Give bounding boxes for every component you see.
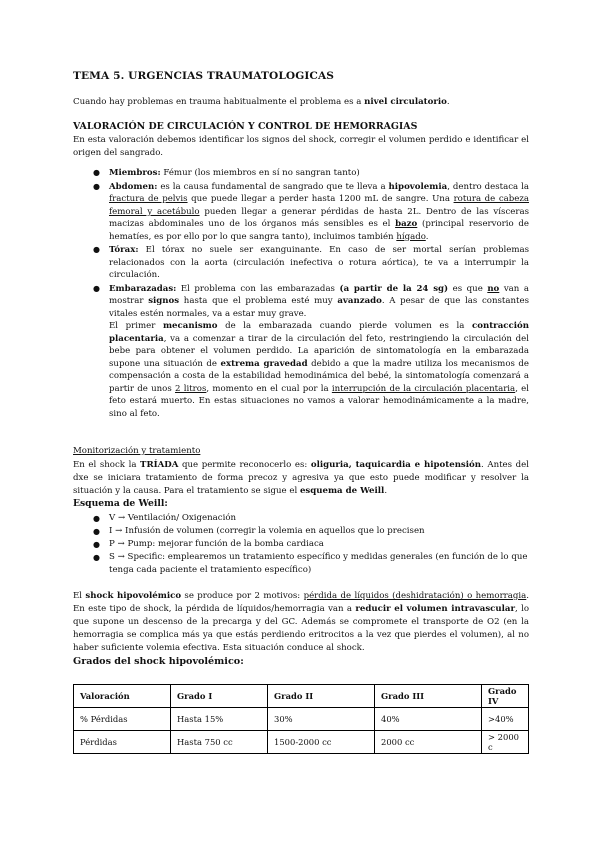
bullet-icon: ● xyxy=(93,181,100,191)
table-cell: 30% xyxy=(268,708,375,731)
table-cell: 40% xyxy=(375,708,482,731)
weill-item xyxy=(91,512,529,525)
para-text: . En este tipo de shock, la pérdida de líquidos/hemorragia van a xyxy=(73,591,530,614)
table-header-row xyxy=(74,685,529,708)
table-header-cell: Valoración xyxy=(74,685,171,708)
intro-paragraph xyxy=(73,96,529,109)
item-text: hasta que el problema esté muy xyxy=(179,296,338,306)
weill-item xyxy=(91,538,529,551)
item-bold: avanzado xyxy=(337,296,382,306)
table-cell: Pérdidas xyxy=(74,731,171,754)
hypovolemic-paragraph xyxy=(73,590,529,655)
para-text: . xyxy=(384,486,388,496)
table-cell: 1500-2000 cc xyxy=(268,731,375,754)
item-label: Abdomen: xyxy=(109,181,158,192)
para-bold: reducir el volumen intravascular xyxy=(355,604,516,614)
table-cell: > 2000 c xyxy=(482,731,529,754)
shock-paragraph xyxy=(73,459,529,498)
table-row xyxy=(74,708,529,731)
item-underline: 2 litros xyxy=(175,383,207,394)
item-underline: hígado xyxy=(396,231,426,242)
table-cell: % Pérdidas xyxy=(74,708,171,731)
item-bold: hipovolemia xyxy=(388,181,448,192)
item-text: que puede llegar a perder hasta 1200 mL de sangre. Una xyxy=(187,194,454,204)
weill-title: Esquema de Weill: xyxy=(73,498,168,509)
bullet-icon: ● xyxy=(93,514,100,523)
para-bold: shock hipovolémico xyxy=(85,591,182,601)
item-underline: fractura de pelvis xyxy=(109,194,188,204)
item-text: El problema con las embarazadas xyxy=(176,283,340,294)
para-text: , lo que supone un descenso de la precarga y del GC. Además se compromete el transporte de O2 (en la hemorragia se complica más ya que estás perdiendo eritrocitos a la vez que pierdes el volumen), al no haber suficiente volemia efectiva. Esta situación conduce al shock. xyxy=(73,604,529,653)
item-bold-underline: bazo xyxy=(395,219,418,229)
bullet-icon: ● xyxy=(93,168,100,177)
item-text: El tórax no suele ser exanguinante. En caso de ser mortal serían problemas relacionados con la aorta (circulación inefectiva o rotura aórtica), te va a interrumpir la circulación. xyxy=(109,245,529,280)
para-bold: esquema de Weill xyxy=(299,486,385,496)
intro-end: . xyxy=(446,97,450,107)
item-text: , el feto estará muerto. En estas situaciones no vamos a valorar hemodinámicamente a la madre, sino al feto. xyxy=(109,383,529,419)
table-cell: Hasta 750 cc xyxy=(171,731,268,754)
item-bold: extrema gravedad xyxy=(220,358,308,369)
para-text: que permite reconocerlo es: xyxy=(178,460,311,470)
para-bold: oliguria, taquicardia e hipotensión xyxy=(310,460,482,470)
weill-item-text: V → Ventilación/ Oxigenación xyxy=(109,513,237,523)
bullet-icon: ● xyxy=(93,283,100,293)
item-text: es la causa fundamental de sangrado que te lleva a xyxy=(157,181,389,192)
list-item-torax xyxy=(91,244,529,282)
table-cell: Hasta 15% xyxy=(171,708,268,731)
weill-item-text: I → Infusión de volumen (corregir la volemia en aquellos que lo precisen xyxy=(109,526,425,536)
item-text: . A pesar de que las constantes vitales estén normales, va a estar muy grave. xyxy=(109,296,529,319)
monitoring-subheading: Monitorización y tratamiento xyxy=(73,446,201,456)
item-text: , dentro destaca la xyxy=(447,181,529,192)
item-label: Tórax: xyxy=(109,245,139,255)
item-text: van a mostrar xyxy=(109,283,529,306)
section-heading: VALORACIÓN DE CIRCULACIÓN Y CONTROL DE HEMORRAGIAS xyxy=(73,121,418,132)
page-title: TEMA 5. URGENCIAS TRAUMATOLOGICAS xyxy=(73,70,335,82)
section-paragraph: En esta valoración debemos identificar los signos del shock, corregir el volumen perdido e identificar el origen del sangrado. xyxy=(73,135,529,158)
item-label: Miembros: xyxy=(109,168,161,178)
weill-item-text: S → Specific: emplearemos un tratamiento específico y medidas generales (en función de lo que tenga cada paciente el tratamiento específico) xyxy=(109,552,528,575)
item-text: Fémur (los miembros en sí no sangran tanto) xyxy=(160,168,360,178)
para-text: El xyxy=(73,591,86,601)
intro-text: Cuando hay problemas en trauma habitualmente el problema es a xyxy=(73,97,365,107)
list-item-miembros xyxy=(91,167,529,180)
weill-item xyxy=(91,551,529,577)
bullet-icon: ● xyxy=(93,245,100,254)
item-text: debido a que la madre utiliza los mecanismos de compensación a costa de la estabilidad hemodinámica del bebé, la sintomatología comenzará a partir de unos xyxy=(109,358,529,394)
item-bold: signos xyxy=(148,296,180,306)
item-bold: contracción placentaria xyxy=(109,321,529,344)
bleeding-sources-list xyxy=(91,167,529,421)
weill-list xyxy=(91,512,529,577)
table-cell: 2000 cc xyxy=(375,731,482,754)
list-item-abdomen xyxy=(91,181,529,244)
table-header-cell: Grado IV xyxy=(482,685,529,708)
table-row xyxy=(74,731,529,754)
item-text: pueden llegar a generar pérdidas de hasta 2L. Dentro de las vísceras macizas abdominales uno de los órganos más sensibles es el xyxy=(109,206,529,229)
item-underline: rotura de cabeza femoral y acetábulo xyxy=(109,194,529,217)
para-bold: TRÍADA xyxy=(140,460,179,470)
item-bold: mecanismo xyxy=(162,321,218,331)
item-text: de la embarazada cuando pierde volumen es la xyxy=(217,321,472,331)
table-header-cell: Grado I xyxy=(171,685,268,708)
para-underline: pérdida de líquidos (deshidratación) o hemorragia xyxy=(303,591,527,601)
item-bold: (a partir de la 24 sg) xyxy=(339,283,449,294)
intro-bold: nivel circulatorio xyxy=(364,97,447,107)
item-underline: interrupción de la circulación placentaria xyxy=(331,383,516,394)
table-cell: >40% xyxy=(482,708,529,731)
table-header-cell: Grado III xyxy=(375,685,482,708)
item-text: , momento en el cual por la xyxy=(206,383,332,394)
bullet-icon: ● xyxy=(93,527,100,536)
item-text: (principal reservorio de hematíes, es por ello por lo que sangra tanto), incluimos también xyxy=(109,219,529,242)
para-text: En el shock la xyxy=(73,460,141,470)
item-text: . xyxy=(425,231,429,242)
weill-item-text: P → Pump: mejorar función de la bomba cardiaca xyxy=(109,539,324,549)
item-label: Embarazadas: xyxy=(109,283,177,294)
grades-title: Grados del shock hipovolémico: xyxy=(73,656,244,667)
table-header-cell: Grado II xyxy=(268,685,375,708)
bullet-icon: ● xyxy=(93,540,100,549)
para-text: se produce por 2 motivos: xyxy=(181,591,304,601)
bullet-icon: ● xyxy=(93,553,100,562)
list-item-embarazadas xyxy=(91,283,529,421)
weill-item xyxy=(91,525,529,538)
item-text: , va a comenzar a tirar de la circulación del feto, restringiendo la circulación del bebe para obtener el volumen perdido. La aparición de sintomatología en la embarazada supone una situación de xyxy=(109,333,529,369)
grades-table xyxy=(73,684,529,754)
item-text: El primer xyxy=(109,321,163,331)
item-bold-underline: no xyxy=(487,283,500,294)
para-text: . Antes del dxe se iniciara tratamiento de forma precoz y agresiva ya que esto puede modificar y resolver la situación y la causa. Para el tratamiento se sigue el xyxy=(73,460,529,496)
item-text: es que xyxy=(448,283,488,294)
